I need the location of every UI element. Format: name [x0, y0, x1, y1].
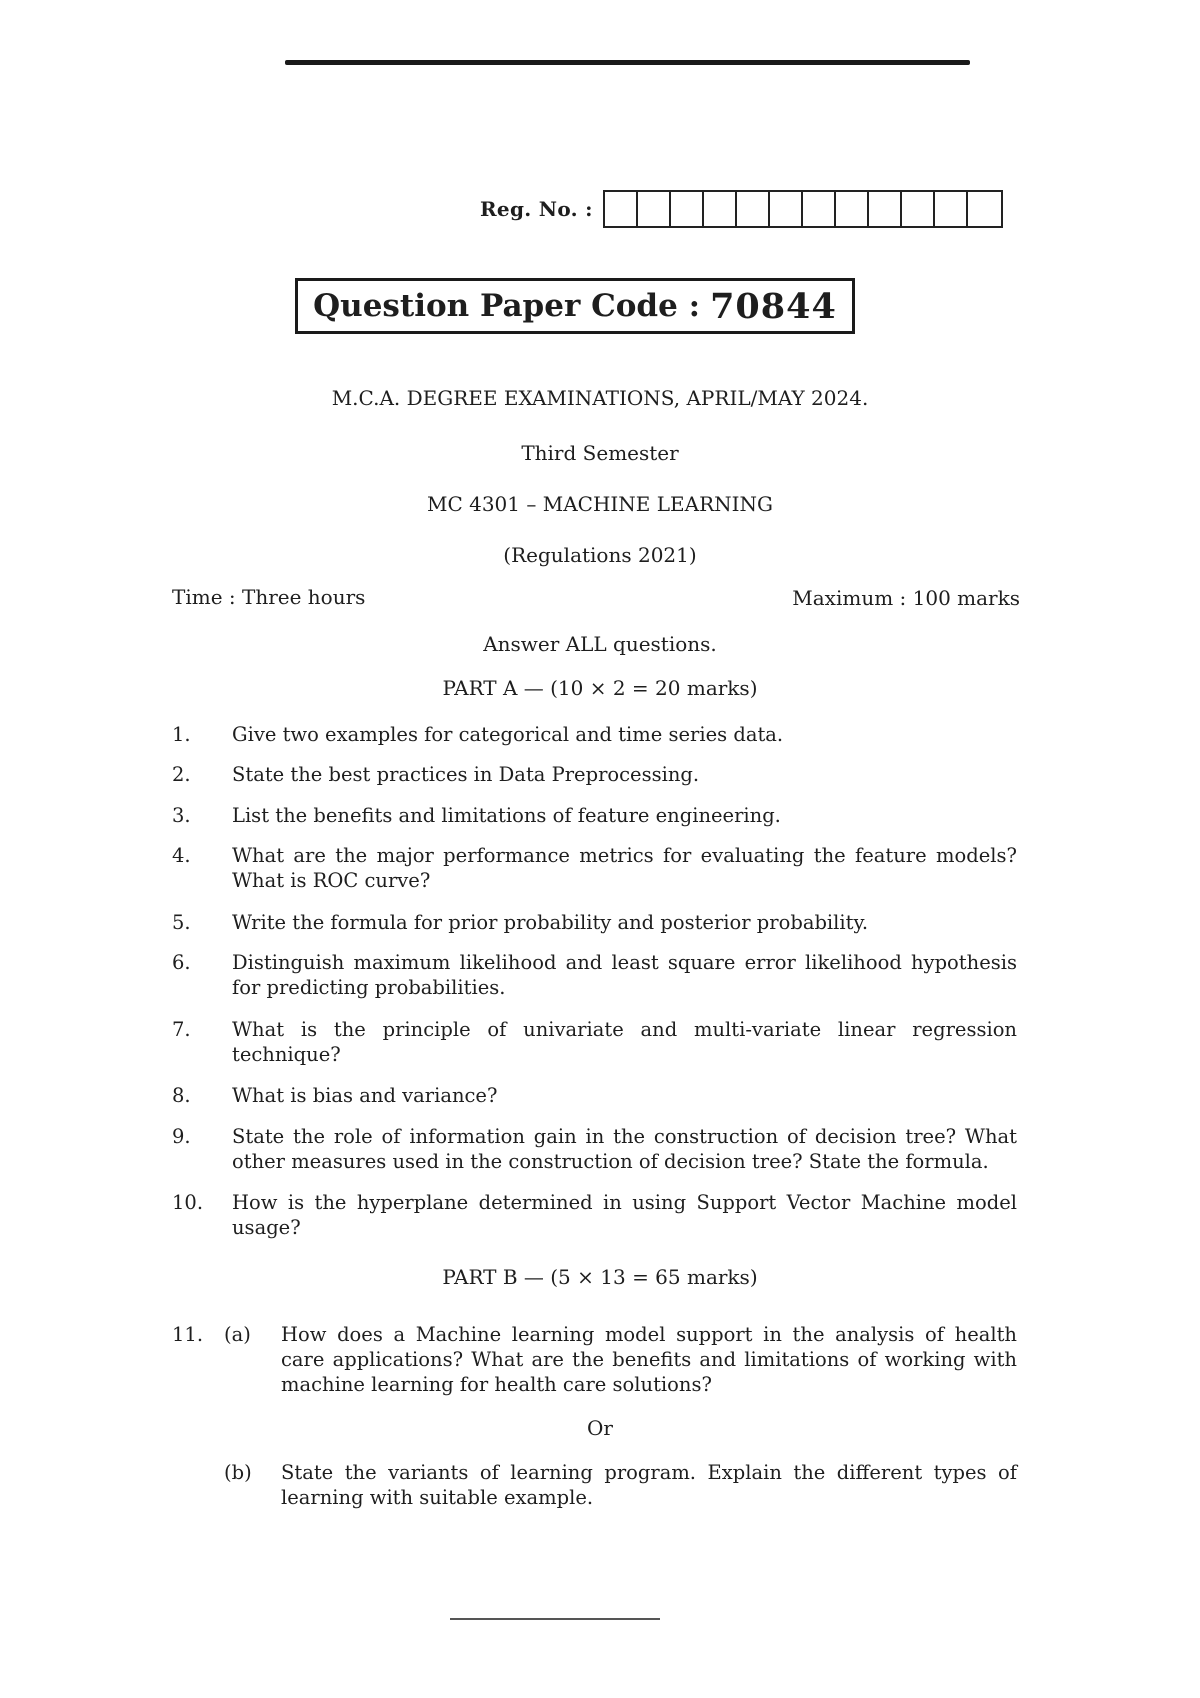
question-number: 7.: [172, 1018, 191, 1041]
maximum-marks: Maximum : 100 marks: [792, 586, 1020, 610]
semester: Third Semester: [521, 441, 679, 465]
question-paper-code-box: [295, 278, 855, 334]
question-number: 1.: [172, 723, 191, 746]
time-allowed: Time : Three hours: [172, 585, 366, 609]
question-10: [172, 1190, 1017, 1240]
reg-number-field: [480, 190, 1003, 228]
question-text: Distinguish maximum likelihood and least square error likelihood hypothesis for predicting probabilities.: [232, 951, 1017, 999]
question-number: 2.: [172, 763, 191, 786]
question-8: [172, 1083, 1017, 1108]
question-text: How is the hyperplane determined in using Support Vector Machine model usage?: [232, 1191, 1017, 1239]
sub-question-label: (a): [224, 1323, 251, 1346]
question-11b: [172, 1460, 1017, 1510]
question-9: [172, 1124, 1017, 1174]
reg-digit-box: [737, 192, 770, 226]
question-text: What is the principle of univariate and multi-variate linear regression technique?: [232, 1018, 1017, 1066]
question-number: 4.: [172, 844, 191, 867]
reg-digit-box: [935, 192, 968, 226]
question-text: List the benefits and limitations of feature engineering.: [232, 804, 781, 827]
question-text: State the variants of learning program. Explain the different types of learning with suitable example.: [281, 1461, 1017, 1509]
question-text: State the best practices in Data Preprocessing.: [232, 763, 700, 786]
question-text: Write the formula for prior probability and posterior probability.: [232, 911, 869, 934]
question-number: 8.: [172, 1084, 191, 1107]
bottom-rule: [450, 1618, 660, 1620]
question-4: [172, 843, 1017, 893]
exam-title: M.C.A. DEGREE EXAMINATIONS, APRIL/MAY 2024.: [331, 386, 869, 410]
top-rule: [285, 60, 970, 65]
question-text: What are the major performance metrics for evaluating the feature models? What is ROC curve?: [232, 844, 1017, 892]
question-7: [172, 1017, 1017, 1067]
question-text: How does a Machine learning model support in the analysis of health care applications? What are the benefits and limitations of working with machine learning for health care solutions?: [281, 1323, 1017, 1396]
regulations: (Regulations 2021): [503, 543, 697, 567]
reg-digit-box: [968, 192, 1001, 226]
question-number: 6.: [172, 951, 191, 974]
question-5: [172, 910, 1017, 935]
instruction: Answer ALL questions.: [483, 632, 717, 656]
reg-digit-box: [836, 192, 869, 226]
reg-digit-box: [638, 192, 671, 226]
question-number: 5.: [172, 911, 191, 934]
subject: MC 4301 – MACHINE LEARNING: [426, 492, 774, 516]
question-11a: [172, 1322, 1017, 1397]
question-text: State the role of information gain in the construction of decision tree? What other measures used in the construction of decision tree? State the formula.: [232, 1125, 1017, 1173]
sub-question-label: (b): [224, 1461, 252, 1484]
reg-digit-box: [671, 192, 704, 226]
reg-boxes: [603, 190, 1003, 228]
question-number: 3.: [172, 804, 191, 827]
question-number: 9.: [172, 1125, 191, 1148]
or-separator: Or: [587, 1416, 613, 1440]
part-a-heading: PART A — (10 × 2 = 20 marks): [442, 676, 758, 700]
reg-label: Reg. No. :: [480, 197, 593, 221]
question-1: [172, 722, 1017, 747]
question-number: 11.: [172, 1323, 204, 1346]
reg-digit-box: [803, 192, 836, 226]
question-6: [172, 950, 1017, 1000]
question-text: Give two examples for categorical and time series data.: [232, 723, 784, 746]
reg-digit-box: [869, 192, 902, 226]
reg-digit-box: [605, 192, 638, 226]
question-2: [172, 762, 1017, 787]
code-label: Question Paper Code :: [313, 288, 701, 324]
reg-digit-box: [770, 192, 803, 226]
reg-digit-box: [704, 192, 737, 226]
question-3: [172, 803, 1017, 828]
question-text: What is bias and variance?: [232, 1084, 498, 1107]
question-number: 10.: [172, 1191, 204, 1214]
part-b-heading: PART B — (5 × 13 = 65 marks): [442, 1265, 758, 1289]
code-value: 70844: [710, 285, 837, 327]
reg-digit-box: [902, 192, 935, 226]
